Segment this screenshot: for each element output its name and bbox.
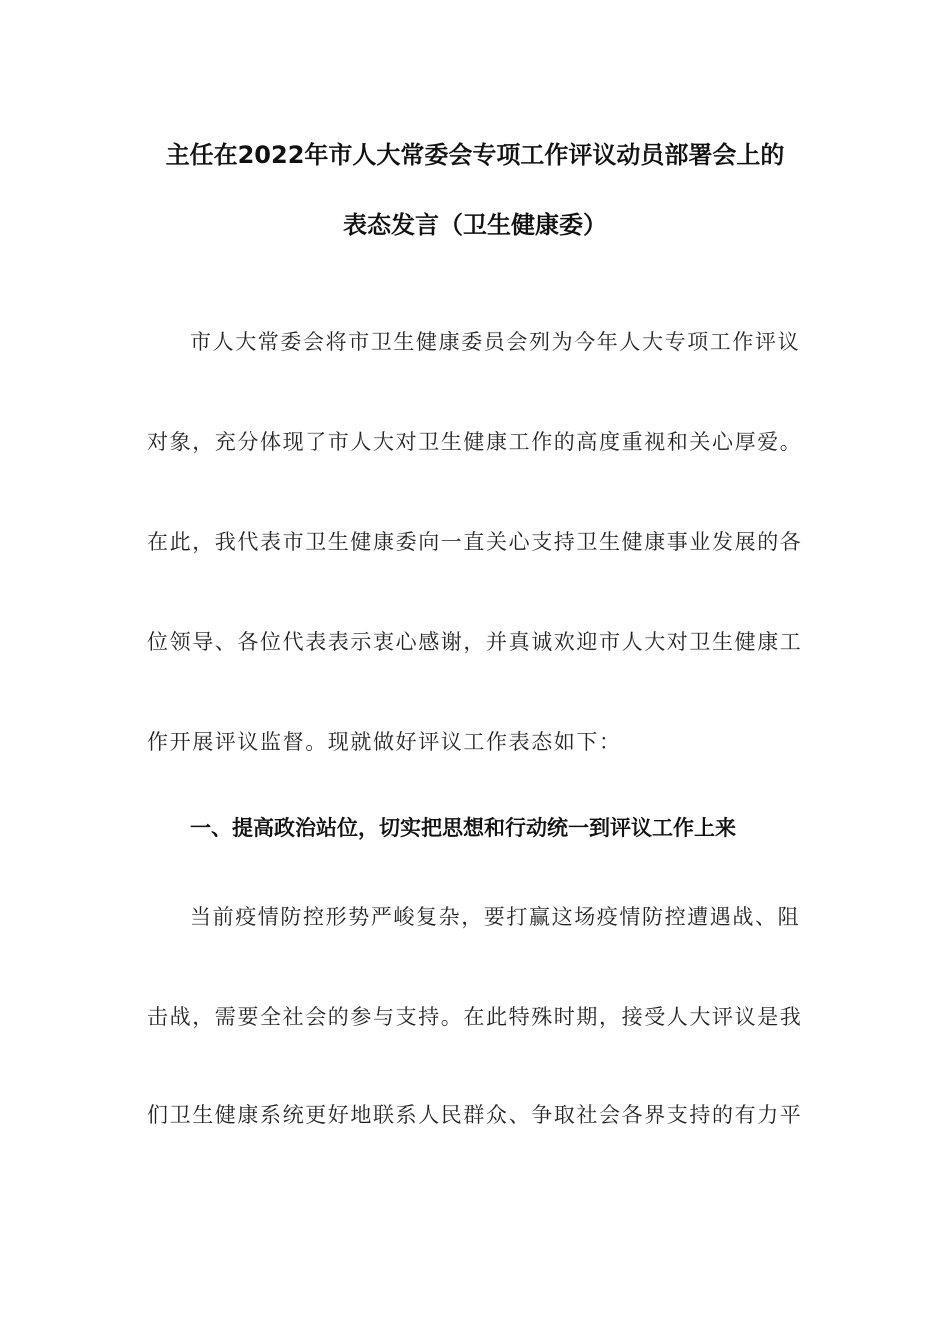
document-title-line-2: 表态发言（卫生健康委） [343, 211, 607, 239]
paragraph1-line-2: 对象，充分体现了市人大对卫生健康工作的高度重视和关心厚爱。 [147, 430, 803, 454]
paragraph1-line-5: 作开展评议监督。现就做好评议工作表态如下： [147, 730, 622, 754]
paragraph2-line-1: 当前疫情防控形势严峻复杂，要打赢这场疫情防控遭遇战、阻 [190, 905, 801, 929]
paragraph2-line-2: 击战，需要全社会的参与支持。在此特殊时期，接受人大评议是我 [147, 1005, 803, 1029]
paragraph1-line-1: 市人大常委会将市卫生健康委员会列为今年人大专项工作评议 [190, 330, 801, 354]
paragraph2-line-3: 们卫生健康系统更好地联系人民群众、争取社会各界支持的有力平 [147, 1103, 803, 1127]
paragraph1-line-3: 在此，我代表市卫生健康委向一直关心支持卫生健康事业发展的各 [147, 530, 803, 554]
document-title-line-1: 主任在2022年市人大常委会专项工作评议动员部署会上的 [165, 141, 785, 169]
section-heading-1: 一、提高政治站位，切实把思想和行动统一到评议工作上来 [190, 816, 736, 840]
paragraph1-line-4: 位领导、各位代表表示衷心感谢，并真诚欢迎市人大对卫生健康工 [147, 630, 803, 654]
